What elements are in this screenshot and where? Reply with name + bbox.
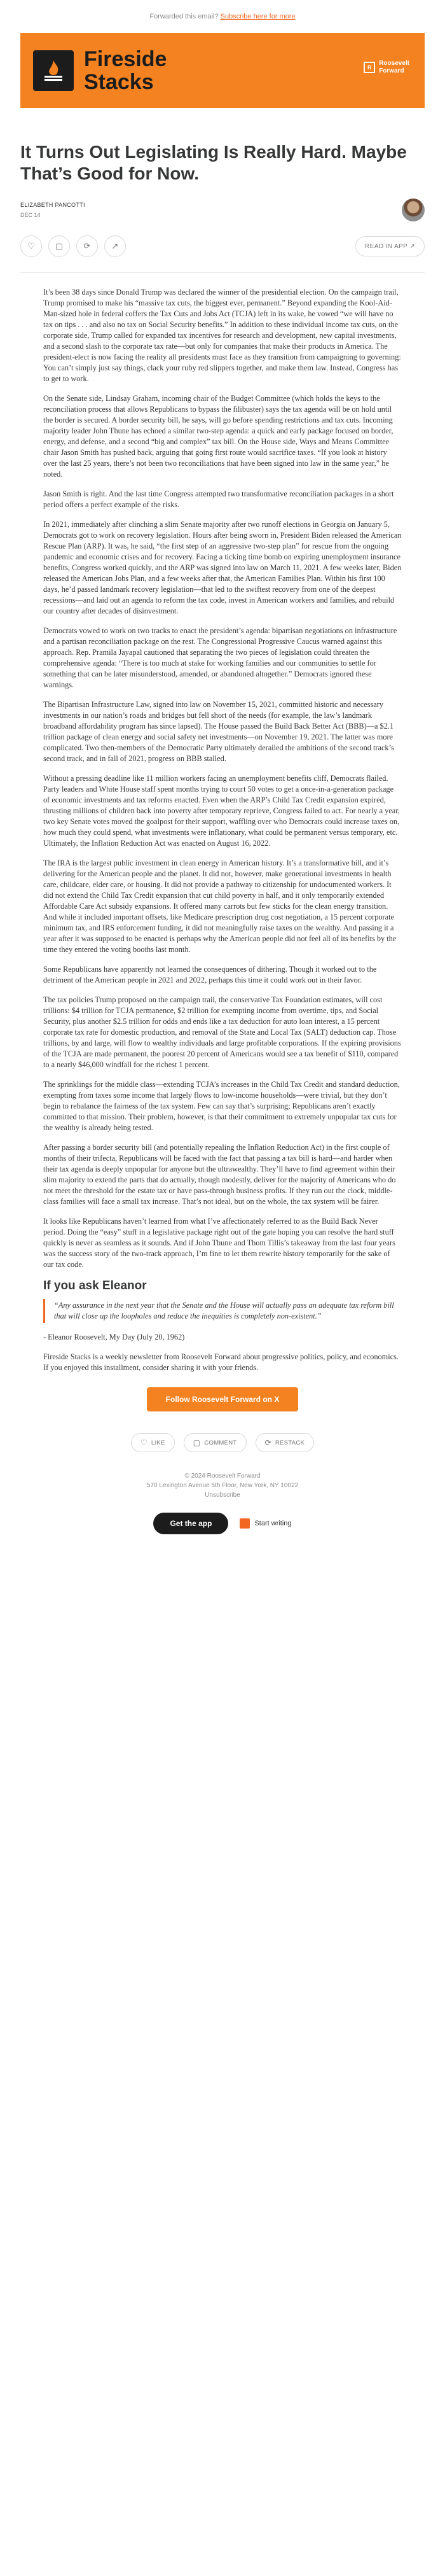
comment-icon: ▢ (193, 1438, 201, 1447)
footer-comment-label: COMMENT (204, 1439, 237, 1446)
share-button[interactable] (104, 235, 126, 257)
like-button[interactable] (20, 235, 42, 257)
brand-line2: Forward (379, 67, 404, 74)
start-writing-label: Start writing (254, 1520, 292, 1527)
share-icon: ↗ (111, 241, 119, 251)
footer-like-button[interactable] (131, 1433, 175, 1452)
unsubscribe-link[interactable]: Unsubscribe (205, 1492, 240, 1499)
article-body (43, 287, 402, 1373)
forward-notice (0, 0, 445, 33)
restack-button[interactable] (76, 235, 98, 257)
follow-on-x-button[interactable]: Follow Roosevelt Forward on X (147, 1387, 299, 1411)
paragraph: Democrats vowed to work on two tracks to enact the president’s agenda: bipartisan negotiations on infrastructure and a partisan reconciliation package on the rest. The Congressional Progressive Caucus warned against this approach. Rep. Pramila Jayapal cautioned that separating the two pieces of legislation could threaten the comprehensive agenda: “There is too much at stake for working families and our communities to settle for something that can be later misunderstood, amended, or abandoned altogether.” Democrats ignored these warnings. (43, 626, 397, 689)
publish-date: DEC 14 (20, 212, 41, 218)
footer-actions (0, 1433, 445, 1452)
blockquote: “Any assurance in the next year that the Senate and the House will actually pass an adequate tax reform bill that will close up the loopholes and reduce the inequities is completely non-existent.” (43, 1299, 402, 1323)
paragraph: The sprinklings for the middle class—extending TCJA’s increases in the Child Tax Credit and standard deduction, exempting from taxes some income that largely flows to low-income households—were trivial, but they don’t begin to rebalance the fairness of the tax system. Few can say that’s surprising; Republicans aren’t exactly committed to that mission. Their problem, however, is that their commitment to extremely unpopular tax cuts for the wealthy is already being tested. (43, 1080, 400, 1132)
author-avatar[interactable] (402, 199, 425, 221)
byline (20, 199, 425, 221)
brand-line1: Roosevelt (379, 60, 409, 67)
paragraph: Some Republicans have apparently not learned the consequences of dithering. Though it worked out to the detriment of the American people in 2021 and 2022, perhaps this time it could work out in their favor. (43, 965, 377, 984)
paragraph: Fireside Stacks is a weekly newsletter from Roosevelt Forward about progressive politics, policy, and economics. If you enjoyed this installment, consider sharing it with your friends. (43, 1352, 399, 1372)
section-heading: If you ask Eleanor (43, 1279, 147, 1292)
comment-button[interactable] (48, 235, 70, 257)
author-name[interactable]: ELIZABETH PANCOTTI (20, 202, 85, 208)
paragraph: After passing a border security bill (and potentially repealing the Inflation Reduction Act) in the first couple of months of their trifecta, Republicans will be faced with the fact that passing a tax bill is hard—and harder when their tax agenda is deeply unpopular for anyone but the ultrawealthy. They’ll have to find agreement within their slim majority to extend the parts that do actually, though modestly, deliver for the majority of Americans who do not meet the threshold for the estate tax or have pass-through business profits. If they run out the clock, middle-class families will face a small tax increase. That’s not ideal, but on the whole, the tax system will be fairer. (43, 1143, 396, 1206)
action-bar (20, 235, 425, 257)
footer-comment-button[interactable] (184, 1433, 247, 1452)
paragraph: It’s been 38 days since Donald Trump was declared the winner of the presidential election. On the campaign trail, Trump promised to make his “massive tax cuts, the biggest ever, permanent.” Beyond expanding the Kool-Aid-Man-sized hole in federal coffers the Tax Cuts and Jobs Act (TCJA) left in its wake, he vowed “we will have no tax on tips . . . and also no tax on Social Security benefits.” In addition to these individual income tax cuts, on the corporate side, Trump called for expanded tax incentives for research and development, new capital investments, and a second slash to the corporate tax rate—but only for companies that make their products in America. The president-elect is now facing the reality all presidents must face as they transition from campaigning to governing: You can’t simply just say things, clack your ruby red slippers together, and make them law. Instead, Congress has to get to work. (43, 288, 401, 383)
heart-icon: ♡ (27, 241, 35, 251)
forward-text: Forwarded this email? (149, 13, 219, 20)
roosevelt-logo-icon: R (364, 62, 375, 73)
app-links (0, 1513, 445, 1534)
start-writing-link[interactable] (240, 1518, 291, 1529)
cta-container (0, 1387, 445, 1411)
footer (0, 1471, 445, 1500)
banner-title-line2: Stacks (84, 70, 154, 94)
quote-attribution: - Eleanor Roosevelt, My Day (July 20, 1962) (43, 1333, 185, 1341)
footer-restack-label: RESTACK (275, 1439, 305, 1446)
fireside-logo-icon (33, 50, 74, 91)
paragraph: It looks like Republicans haven’t learned from what I’ve affectionately referred to as the Build Back Never period. Doing the “easy” stuff in a legislative package right out of the gate hoping you can resolve the hard stuff quickly is never as seamless as it sounds. And if John Thune and Thom Tillis’s takeaway from the last four years was the success story of the two-track approach, I’m fine to let them rewrite history temporarily for the sake of our tax code. (43, 1217, 395, 1269)
subscribe-link[interactable]: Subscribe here for more (220, 13, 296, 20)
brand-mark (364, 60, 409, 75)
paragraph: Without a pressing deadline like 11 million workers facing an unemployment benefits cliff, Democrats flailed. Party leaders and White House staff spent months trying to court 50 votes to get a once-in-a-generation package of economic investments and tax reforms enacted. Even when the ARP’s Child Tax Credit expansion expired, thrusting millions of children back into poverty after temporary reprieve, Congress failed to act. For nearly a year, two key Senate votes moved the goalpost for their support, waffling over who Democrats could increase taxes on, how much they could spend, what investments were inflationary, what could be permanent versus temporary, etc. Ultimately, the Inflation Reduction Act was enacted on August 16, 2022. (43, 774, 400, 848)
paragraph: Jason Smith is right. And the last time Congress attempted two transformative reconciliation packages in a short period offers a perfect example of the risks. (43, 489, 394, 509)
article-headline: It Turns Out Legislating Is Really Hard. Maybe That’s Good for Now. (20, 142, 407, 183)
paragraph: The Bipartisan Infrastructure Law, signed into law on November 15, 2021, committed historic and necessary investments in our nation’s roads and bridges but fell short of the needs (for example, the law’s landmark broadband affordability program has since lapsed). The House passed the Build Back Better Act (BBB)—a $2.1 trillion package of clean energy and social safety net investments—on November 19, 2021. The latter was more complicated. Two then-members of the Democratic Party ultimately derailed the ambitions of the second track’s second track, and in fall of 2021, progress on BBB stalled. (43, 700, 394, 763)
read-in-app-button[interactable]: READ IN APP ↗ (355, 236, 425, 256)
paragraph: The tax policies Trump proposed on the campaign trail, the conservative Tax Foundation estimates, will cost trillions: $4 trillion for TCJA permanence, $2 trillion for exempting income from overtime, tips, and Social Security, plus another $2.5 trillion for odds and ends like a tax deduction for auto loan interest, a 15 percent corporate tax rate for domestic production, and removal of the State and Local Tax (SALT) deduction cap. Those trillions, by and large, will flow to wealthy individuals and large profitable corporations. If the expiring provisions of the TCJA are made permanent, the poorest 20 percent of Americans would see a tax benefit of $110, compared to a nearly $46,000 windfall for the richest 1 percent. (43, 995, 401, 1069)
footer-restack-button[interactable] (256, 1433, 315, 1452)
restack-icon: ⟳ (264, 1438, 271, 1447)
paragraph: On the Senate side, Lindsay Graham, incoming chair of the Budget Committee (which holds the keys to the reconciliation process that allows Republicans to bypass the filibuster) says the tax agenda will be on hold until the border is secured. A border security bill, he says, will go before spending restrictions and tax cuts. Incoming majority leader John Thune has echoed a similar two-step agenda: a quick and early package focused on border, energy, and defense, and a second “big and complex” tax bill. On the House side, Ways and Means Committee chair Jason Smith has pushed back, arguing that going first route would sacrifice taxes. “If you look at history over the last 25 years, there’s not been two reconciliations that have been signed into law in the same year,” he noted. (43, 394, 394, 479)
banner-title-line1: Fireside (84, 47, 167, 71)
address: 570 Lexington Avenue 5th Floor, New York, NY 10022 (146, 1482, 299, 1489)
copyright: © 2024 Roosevelt Forward (184, 1473, 261, 1480)
restack-icon: ⟳ (83, 241, 91, 251)
footer-like-label: LIKE (151, 1439, 165, 1446)
comment-icon: ▢ (55, 241, 64, 251)
substack-logo-icon (240, 1518, 250, 1529)
heart-icon: ♡ (140, 1438, 147, 1447)
paragraph: In 2021, immediately after clinching a slim Senate majority after two runoff elections in Georgia on January 5, Democrats got to work on recovery legislation. Hours after being sworn in, President Biden released the American Rescue Plan (ARP). It was, he said, “the first step of an aggressive two-step plan” for rescue from the ongoing pandemic and economic crises and for recovery. Facing a ticking time bomb on expiring unemployment insurance benefits, Congress worked quickly, and the ARP was signed into law on March 11, 2021. A few weeks later, Biden released the American Jobs Plan, and a few weeks after that, the American Families Plan. Within his first 100 days, he’d passed landmark recovery legislation—that led to the swiftest recovery from one of the deepest recessions—and laid out an agenda to reform the tax code, invest in American workers and families, and rebuild our country after decades of disinvestment. (43, 520, 402, 615)
banner-title (84, 48, 167, 94)
divider (20, 272, 425, 273)
newsletter-banner (20, 33, 425, 108)
paragraph: The IRA is the largest public investment in clean energy in American history. It’s a transformative bill, and it’s delivering for the American people and the planet. It did not, however, make generational investments in health care, childcare, elder care, or housing. It did not provide a pathway to citizenship for undocumented workers. It did not extend the Child Tax Credit expansion that cut child poverty in half, and it only temporarily extended Affordable Care Act subsidy expansions. It offered many carrots but few sticks for the clean energy transition. And while it included important offsets, like Medicare prescription drug cost negotiation, a 15 percent corporate minimum tax, and IRS enforcement funding, it did not meaningfully raise taxes on the wealthy. And passing it a year after it was supposed to be enacted is perhaps why the American people did not feel all of its benefits by the time they entered the voting booths last month. (43, 858, 397, 954)
get-app-button[interactable]: Get the app (153, 1513, 228, 1534)
